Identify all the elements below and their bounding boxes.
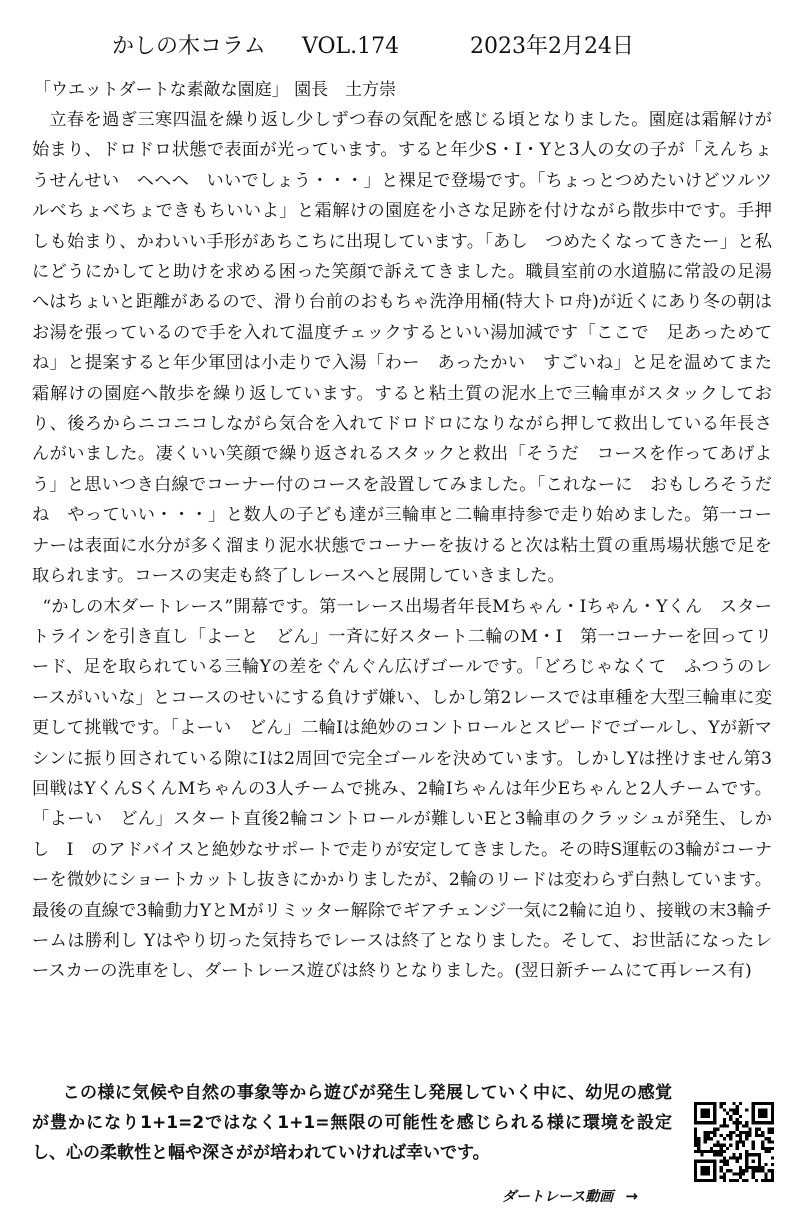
publish-date: 2023年2月24日 [470, 34, 634, 59]
qr-code-graphic[interactable] [694, 1102, 774, 1182]
article-body [32, 105, 772, 987]
column-name: かしの木コラム [112, 34, 266, 59]
column-header [0, 32, 800, 62]
volume-number: VOL.174 [302, 34, 400, 59]
closing-paragraph: この様に気候や自然の事象等から遊びが発生し発展していく中に、幼児の感覚が豊かになり1+1=2ではなく1+1=無限の可能性を感じられる様に環境を設定し、心の柔軟性と幅や深さがが培われていければ幸いです。 [32, 1083, 672, 1163]
article-title: 「ウエットダートな素敵な園庭」 園長 土方崇 [34, 80, 397, 100]
qr-code-icon[interactable] [694, 1102, 774, 1182]
right-arrow-icon: → [625, 1187, 638, 1205]
body-paragraph-2: “かしの木ダートレース”開幕です。第一レース出場者年長Mちゃん・Iちゃん・Yくん スタートラインを引き直し「よーと どん」一斉に好スタート二輪のM・I 第一コーナーを回ってリード、足を取られている三輪Yの差をぐんぐん広げゴールです。「どろじゃなくて ふつうのレースがいいな」とコースのせいにする負けず嫌い、しかし第2レースでは車種を大型三輪車に変更して挑戦です。「よーい どん」二輪Iは絶妙のコントロールとスピードでゴールし、Yが新マシンに振り回されている隙にIは2周回で完全ゴールを決めています。しかしYは挫けません第3回戦はYくんSくんMちゃんの3人チームで挑み、2輪Iちゃんは年少Eちゃんと2人チームです。「よーい どん」スタート直後2輪コントロールが難しいEと3輪車のクラッシュが発生、しかし I のアドバイスと絶妙なサポートで走りが安定してきました。その時S運転の3輪がコーナーを微妙にショートカットし抜きにかかりましたが、2輪のリードは変わらず白熱しています。最後の直線で3輪動力YとMがリミッター解除でギアチェンジ一気に2輪に迫り、接戦の末3輪チームは勝利し Yはやり切った気持ちでレースは終了となりました。そして、お世話になったレースカーの洗車をし、ダートレース遊びは終りとなりました。(翌日新チームにて再レース有) [32, 596, 772, 982]
dirt-race-video-link[interactable] [502, 1186, 638, 1207]
video-link-label[interactable]: ダートレース動画 [502, 1189, 614, 1205]
body-paragraph-1: 立春を過ぎ三寒四温を繰り返し少しずつ春の気配を感じる頃となりました。園庭は霜解けが始まり、ドロドロ状態で表面が光っています。すると年少S・I・Yと3人の女の子が「えんちょうせんせい ヘヘヘ いいでしょう・・・」と裸足で登場です。「ちょっとつめたいけどツルツルべちょべちょできもちいいよ」と霜解けの園庭を小さな足跡を付けながら散歩中です。手押しも始まり、かわいい手形があちこちに出現しています。「あし つめたくなってきたー」と私にどうにかしてと助けを求める困った笑顔で訴えてきました。職員室前の水道脇に常設の足湯へはちょいと距離があるので、滑り台前のおもちゃ洗浄用桶(特大トロ舟)が近くにあり冬の朝はお湯を張っているので手を入れて温度チェックするといい湯加減です「ここで 足あっためてね」と提案すると年少軍団は小走りで入湯「わー あったかい すごいね」と足を温めてまた霜解けの園庭へ散歩を繰り返しています。すると粘土質の泥水上で三輪車がスタックしており、後ろからニコニコしながら気合を入れてドロドロになりながら押して救出している年長さんがいました。凄くいい笑顔で繰り返されるスタックと救出「そうだ コースを作ってあげよう」と思いつき白線でコーナー付のコースを設置してみました。「これなーに おもしろそうだね やっていい・・・」と数人の子ども達が三輪車と二輪車持参で走り始めました。第一コーナーは表面に水分が多く溜まり泥水状態でコーナーを抜けると次は粘土質の重馬場状態で足を取られます。コースの実走も終了しレースへと展開していきました。 [32, 110, 772, 587]
